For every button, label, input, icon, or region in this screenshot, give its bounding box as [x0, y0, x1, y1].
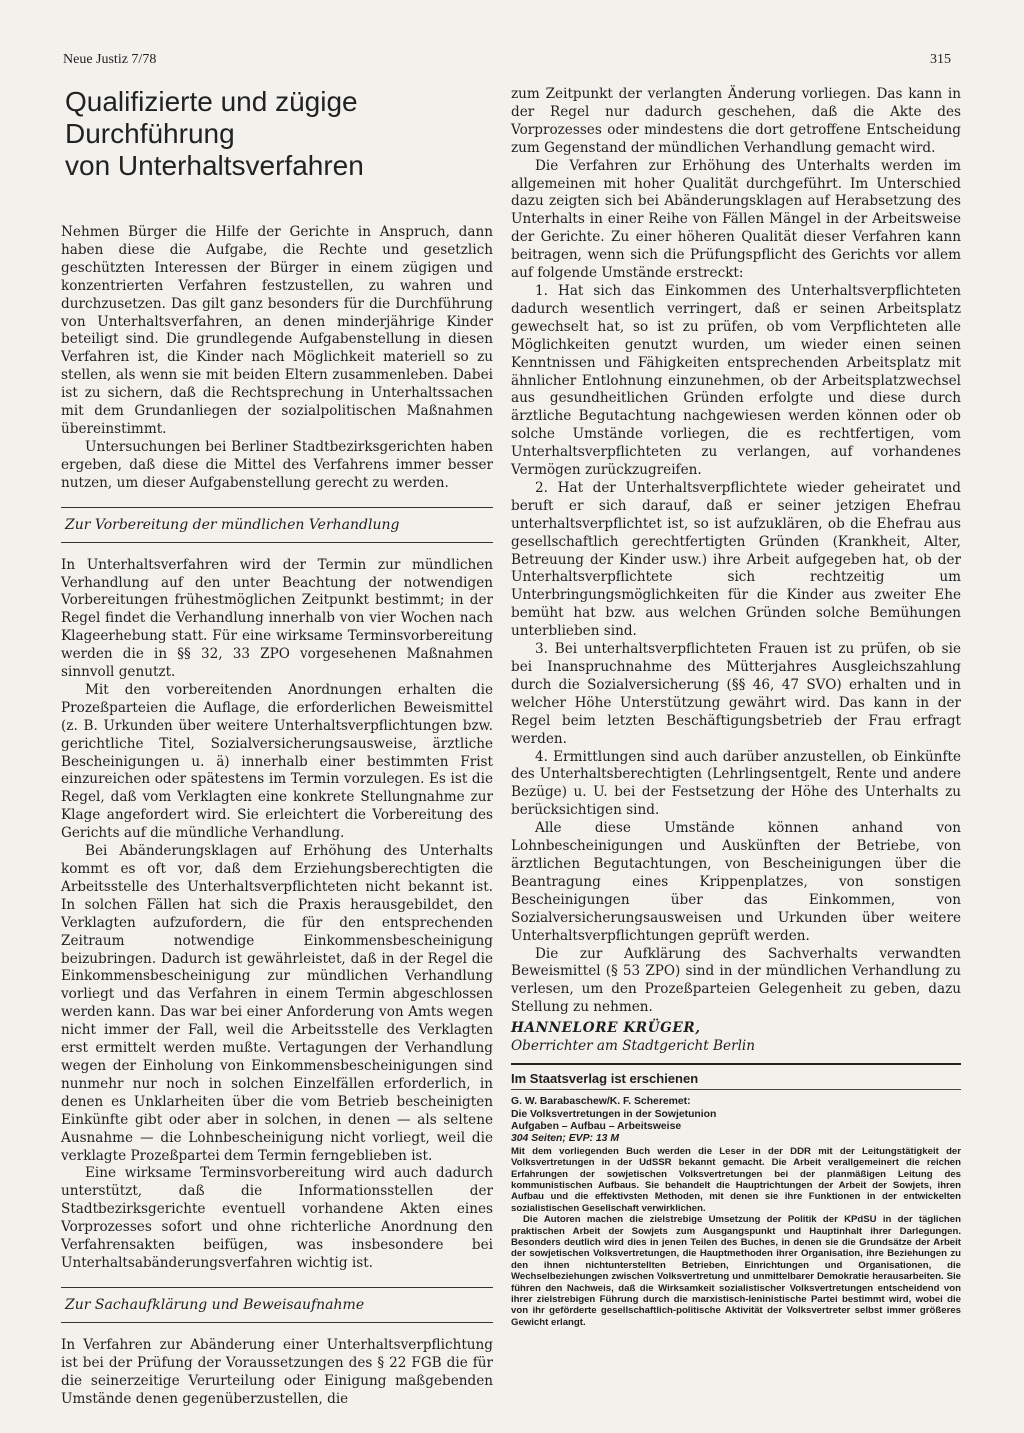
author-name: HANNELORE KRÜGER, — [511, 1020, 701, 1037]
title-line-2: von Unterhaltsverfahren — [65, 150, 364, 181]
list-item-4: 4. Ermittlungen sind auch darüber anzustellen, ob Einkünfte des Unterhaltsberechtigten (Lehrlingsentgelt, Rente und andere Bezüge) u. U. bei der Festsetzung der Höhe des Unterhalts zu berücksichtigen sind. — [511, 748, 961, 819]
publisher-notice — [511, 1063, 961, 1328]
body-paragraph: Alle diese Umstände können anhand von Lohnbescheinigungen und Auskünften der Betriebe, von ärztlichen Begutachtungen, von Bescheinigungen über die Beantragung eines Krippenplatzes, von sonstigen Bescheinigungen über das Einkommen, von Sozialversicherungsausweisen und Urkunden über weitere Unterhaltsverpflichtungen geprüft werden. — [511, 820, 961, 944]
intro-paragraph: Nehmen Bürger die Hilfe der Gerichte in Anspruch, dann haben diese die Aufgabe, die Rechte und gesetzlich geschützten Interessen der Bürger in einem zügigen und konzentrierten Verfahren festzustellen, zu wahren und durchzusetzen. Das gilt ganz besonders für die Durchführung von Unterhaltsverfahren, an denen minderjährige Kinder beteiligt sind. Die grundlegende Aufgabenstellung in diesen Verfahren ist, die Kinder nach Möglichkeit materiell so zu stellen, als wenn sie mit beiden Eltern zusammenleben. Dabei ist zu sichern, daß die Rechtsprechung in Unterhaltssachen mit dem Grundanliegen der sozialpolitischen Maßnahmen übereinstimmt. — [61, 224, 493, 437]
article-title — [65, 86, 493, 182]
body-paragraph: Die zur Aufklärung des Sachverhalts verwandten Beweismittel (§ 53 ZPO) sind in der mündlichen Verhandlung zu verlesen, um den Prozeßparteien Gelegenheit zu geben, dazu Stellung zu nehmen. — [511, 945, 961, 1016]
body-paragraph: In Unterhaltsverfahren wird der Termin zur mündlichen Verhandlung auf den unter Beachtung der notwendigen Vorbereitungen frühestmöglichen Zeitpunkt bestimmt; in der Regel findet die Verhandlung innerhalb von vier Wochen nach Klageerhebung statt. Für eine wirksame Terminsvorbereitung werden die in §§ 32, 33 ZPO vorgesehenen Maßnahmen sinnvoll genutzt. — [61, 556, 493, 681]
body-paragraph: Mit den vorbereitenden Anordnungen erhalten die Prozeßparteien die Auflage, die erforderlichen Beweismittel (z. B. Urkunden über weitere Unterhaltsverpflichtungen bzw. gerichtliche Titel, Sozialversicherungsausweise, ärztliche Bescheinigungen u. ä) innerhalb einer bestimmten Frist einzureichen oder spätestens im Termin vorzulegen. Es ist die Regel, daß vom Verklagten eine konkrete Stellungnahme zur Klage angefordert wird. Sie erleichtert die Vorbereitung des Gerichts auf die mündliche Verhandlung. — [61, 681, 493, 842]
journal-name: Neue Justiz 7/78 — [63, 52, 157, 67]
book-title-2: Aufgaben – Aufbau – Arbeitsweise — [511, 1120, 682, 1132]
body-paragraph: Bei Abänderungsklagen auf Erhöhung des Unterhalts kommt es oft vor, daß dem Erziehungsberechtigten die Arbeitsstelle des Unterhaltsverpflichteten nicht bekannt ist. In solchen Fällen hat sich die Praxis herausgebildet, den Verklagten aufzufordern, die für den entsprechenden Zeitraum notwendige Einkommensbescheinigung beizubringen. Dadurch ist gewährleistet, daß in der Regel die Einkommensbescheinigung zur mündlichen Verhandlung vorliegt und das Verfahren in einem Termin abgeschlossen werden kann. Das war bei einer Anforderung von Amts wegen nicht immer der Fall, weil die Arbeitsstelle des Verklagten erst ermittelt werden mußte. Vertagungen der Verhandlung wegen der Einholung von Einkommensbescheinigungen sind nunmehr nur noch in solchen Einzelfällen erforderlich, in denen es Unklarheiten über die vom Betrieb bescheinigten Einkünfte gibt oder aber in solchen, in denen — als seltene Ausnahme — die Lohnbescheinigung nicht vorliegt, weil die verklagte Prozeßpartei dem Termin ferngeblieben ist. — [61, 843, 493, 1164]
book-info: 304 Seiten; EVP: 13 M — [511, 1133, 619, 1145]
body-paragraph: In Verfahren zur Abänderung einer Unterhaltsverpflichtung ist bei der Prüfung der Voraussetzungen des § 22 FGB die für die seinerzeitige Verurteilung oder Einigung maßgebenden Umstände denen gegenüberzustellen, die — [61, 1336, 493, 1407]
book-authors: G. W. Barabaschew/K. F. Scheremet: — [511, 1096, 691, 1108]
section-heading-preparation — [61, 507, 493, 543]
title-line-1: Qualifizierte und zügige Durchführung — [65, 86, 358, 149]
author-signature — [511, 1019, 961, 1055]
publisher-notice-title: Im Staatsverlag ist erschienen — [511, 1071, 961, 1090]
list-item-2: 2. Hat der Unterhaltsverpflichtete wieder geheiratet und beruft er sich darauf, daß er seiner jetzigen Ehefrau unterhaltsverpflichtet ist, so ist aufzuklären, ob die Ehefrau aus gesellschaftlich gerechtfertigten Gründen (Krankheit, Alter, Betreuung der Kinder usw.) ihre Arbeit aufgegeben hat, ob der Unterhaltsverpflichtete sich rechtzeitig um Unterbringungsmöglichkeiten für die Kinder aus zweiter Ehe bemüht hat bzw. aus welchen Gründen solche Bemühungen unterblieben sind. — [511, 479, 961, 640]
list-item-1: 1. Hat sich das Einkommen des Unterhaltsverpflichteten dadurch wesentlich verringert, daß er seinen Arbeitsplatz gewechselt hat, so ist zu prüfen, ob vom Verpflichteten alle Möglichkeiten genutzt wurden, um wieder einen seinen Kenntnissen und Fähigkeiten entsprechenden Arbeitsplatz mit ähnlicher Entlohnung einzunehmen, ob der Arbeitsplatzwechsel aus gesundheitlichen Gründen erfolgte und diese durch ärztliche Begutachtung nachgewiesen werden können oder ob solche Umstände vorliegen, die es rechtfertigen, vom Unterhaltsverpflichteten zu verlangen, auf vorhandenes Vermögen zurückzugreifen. — [511, 282, 961, 479]
body-paragraph: Die Verfahren zur Erhöhung des Unterhalts werden im allgemeinen mit hoher Qualität durchgeführt. Im Unterschied dazu zeigten sich bei Abänderungsklagen auf Herabsetzung des Unterhalts in einer Reihe von Fällen Mängel in der Arbeitsweise der Gerichte. Zu einer höheren Qualität dieser Verfahren kann beitragen, wenn sich die Prüfungspflicht des Gerichts vor allem auf folgende Umstände erstreckt: — [511, 157, 961, 282]
page-number: 315 — [930, 52, 951, 67]
list-item-3: 3. Bei unterhaltsverpflichteten Frauen ist zu prüfen, ob sie bei Inanspruchnahme des Mütterjahres Ausgleichszahlung durch die Sozialversicherung (§§ 46, 47 SVO) erhalten und in welcher Höhe Unterstützung gewährt wird. Das kann in der Regel beim letzten Beschäftigungsbetrieb der Frau erfragt werden. — [511, 641, 961, 747]
intro-paragraph: Untersuchungen bei Berliner Stadtbezirksgerichten haben ergeben, daß diese die Mittel des Verfahrens immer besser nutzen, um dieser Aufgabenstellung gerecht zu werden. — [61, 438, 493, 491]
body-paragraph: zum Zeitpunkt der verlangten Änderung vorliegen. Das kann in der Regel nur dadurch geschehen, daß die Akte des Vorprozesses oder mindestens die dort getroffene Entscheidung zum Gegenstand der mündlichen Verhandlung gemacht wird. — [511, 86, 961, 156]
book-description: Die Autoren machen die zielstrebige Umsetzung der Politik der KPdSU in der täglichen praktischen Arbeit der Sowjets zum Ausgangspunkt und Hauptinhalt ihrer Darlegungen. Besonders deutlich wird dies in jenen Teilen des Buches, in denen sie die Grundsätze der Arbeit der sowjetischen Volksvertretungen, die Hauptmethoden ihrer Organisation, ihre Beziehungen zu den ihnen nichtunterstellten Betrieben, Einrichtungen und Organisationen, die Wechselbeziehungen zwischen Volksvertretung und unmittelbarer Demokratie herausarbeiten. Sie führen den Nachweis, daß die Wirksamkeit sozialistischer Volksvertretungen entscheidend von ihrer zielstrebigen Führung durch die marxistisch-leninistische Partei bestimmt wird, wobei die von ihr geförderte gesellschaftlich-politische Aktivität der Volksvertreter selbst immer größeres Gewicht erlangt. — [511, 1214, 961, 1328]
running-header — [63, 52, 951, 76]
body-paragraph: Eine wirksame Terminsvorbereitung wird auch dadurch unterstützt, daß die Informationsstellen der Stadtbezirksgerichte eventuell vorhandene Akten eines Vorprozesses sofort und ohne richterliche Anordnung den Verfahrensakten beifügen, was insbesondere bei Unterhaltsabänderungsverfahren wichtig ist. — [61, 1165, 493, 1271]
author-role: Oberrichter am Stadtgericht Berlin — [511, 1038, 756, 1055]
section-title: Zur Vorbereitung der mündlichen Verhandlung — [61, 508, 493, 543]
right-column — [511, 86, 961, 1328]
book-title-1: Die Volksvertretungen in der Sowjetunion — [511, 1108, 717, 1120]
section-title: Zur Sachaufklärung und Beweisaufnahme — [61, 1288, 493, 1323]
book-description: Mit dem vorliegenden Buch werden die Leser in der DDR mit der Leitungstätigkeit der Volksvertretungen in der UdSSR bekannt gemacht. Die Arbeit verallgemeinert die reichen Erfahrungen der sowjetischen Volksvertretungen bei der planmäßigen Leitung des kommunistischen Aufbaus. Sie behandelt die Hauptrichtungen der Arbeit der Sowjets, ihren Aufbau und die effektivsten Methoden, mit denen sie ihre Funktionen in der entwickelten sozialistischen Gesellschaft verwirklichen. — [511, 1145, 961, 1214]
section-heading-evidence — [61, 1287, 493, 1323]
left-column — [61, 86, 493, 1408]
